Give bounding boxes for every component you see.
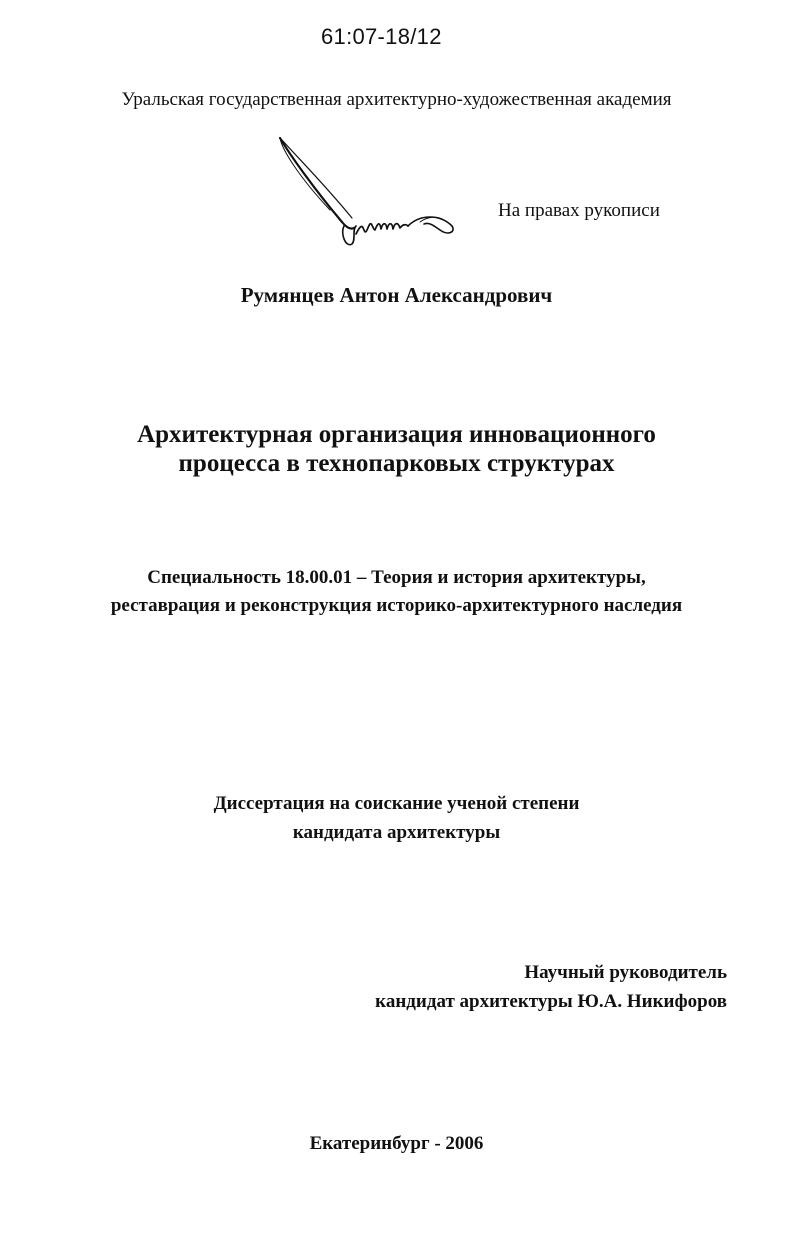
title-line-1: Архитектурная организация инновационного [137,421,656,448]
title-line-2: процесса в технопарковых структурах [178,450,615,477]
degree-line-1: Диссертация на соискание ученой степени [213,793,580,814]
city-year: Екатеринбург - 2006 [309,1133,484,1154]
dissertation-title [0,420,793,478]
archive-code: 61:07-18/12 [321,24,442,49]
author-name: Румянцев Антон Александрович [240,283,553,307]
supervisor-block [375,958,727,1016]
specialty-line-1: Специальность 18.00.01 – Теория и история архитектуры, [147,567,646,588]
degree-statement [0,789,793,847]
degree-line-2: кандидата архитектуры [292,822,501,843]
supervisor-line-2: кандидат архитектуры Ю.А. Никифоров [375,991,727,1012]
specialty-line-2: реставрация и реконструкция историко-архитектурного наследия [110,595,683,616]
signature-icon [270,130,470,260]
supervisor-line-1: Научный руководитель [524,962,727,983]
specialty [0,564,793,620]
institution-name: Уральская государственная архитектурно-художественная академия [121,89,672,110]
manuscript-rights-note: На правах рукописи [498,200,660,221]
